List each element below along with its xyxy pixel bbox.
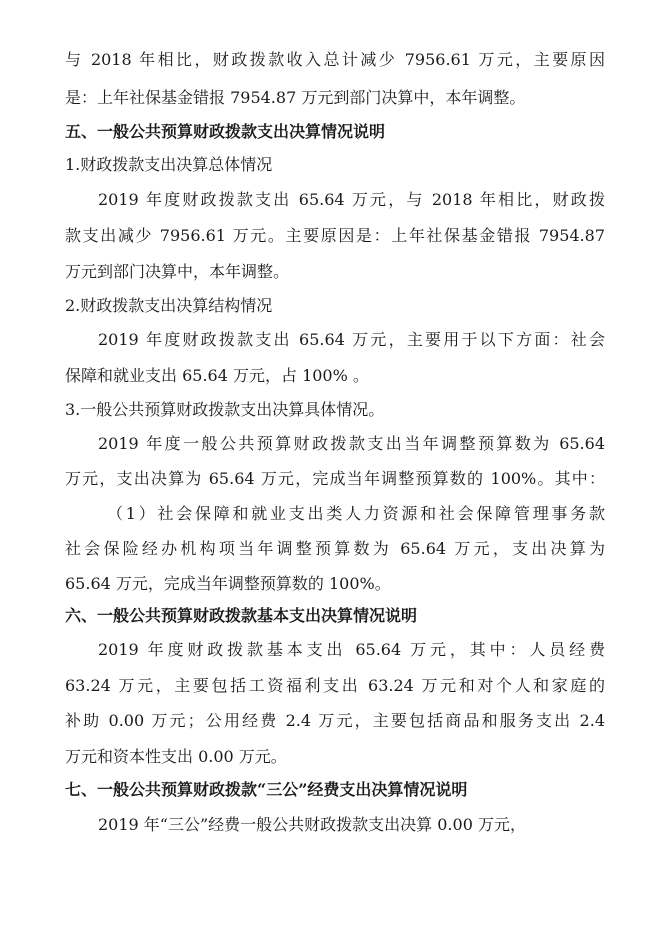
paragraph-line: 2019 年度一般公共预算财政拨款支出当年调整预算数为 65.64 [98, 434, 605, 453]
subsection-heading-2: 2.财政拨款支出决算结构情况 [65, 296, 273, 315]
section-heading-6: 六、一般公共预算财政拨款基本支出决算情况说明 [65, 606, 418, 625]
paragraph-line: 是：上年社保基金错报 7954.87 万元到部门决算中，本年调整。 [65, 88, 526, 107]
subsection-heading-1: 1.财政拨款支出决算总体情况 [65, 155, 273, 174]
section-heading-5: 五、一般公共预算财政拨款支出决算情况说明 [65, 122, 386, 141]
paragraph-line: （1）社会保障和就业支出类人力资源和社会保障管理事务款 [107, 504, 605, 523]
paragraph-line: 万元，支出决算为 65.64 万元，完成当年调整预算数的 100%。其中： [65, 469, 605, 488]
paragraph-line: 2019 年度财政拨款基本支出 65.64 万元，其中：人员经费 [98, 640, 605, 659]
paragraph-line: 款支出减少 7956.61 万元。主要原因是：上年社保基金错报 7954.87 [65, 226, 605, 245]
paragraph-line: 2019 年度财政拨款支出 65.64 万元，主要用于以下方面：社会 [98, 330, 605, 349]
paragraph-line: 2019 年“三公”经费一般公共财政拨款支出决算 0.00 万元， [98, 815, 526, 834]
paragraph-line: 保障和就业支出 65.64 万元，占 100% 。 [65, 366, 369, 385]
paragraph-line: 与 2018 年相比，财政拨款收入总计减少 7956.61 万元，主要原因 [65, 50, 605, 69]
paragraph-line: 补助 0.00 万元；公用经费 2.4 万元，主要包括商品和服务支出 2.4 [65, 711, 605, 730]
paragraph-line: 万元和资本性支出 0.00 万元。 [65, 747, 287, 766]
paragraph-line: 65.64 万元，完成当年调整预算数的 100%。 [65, 574, 391, 593]
paragraph-line: 2019 年度财政拨款支出 65.64 万元，与 2018 年相比，财政拨 [98, 190, 605, 209]
subsection-heading-3: 3.一般公共预算财政拨款支出决算具体情况。 [65, 400, 385, 419]
paragraph-line: 63.24 万元，主要包括工资福利支出 63.24 万元和对个人和家庭的 [65, 676, 605, 695]
section-heading-7: 七、一般公共预算财政拨款“三公”经费支出决算情况说明 [65, 780, 468, 799]
paragraph-line: 社会保险经办机构项当年调整预算数为 65.64 万元，支出决算为 [65, 539, 605, 558]
paragraph-line: 万元到部门决算中，本年调整。 [65, 262, 290, 281]
